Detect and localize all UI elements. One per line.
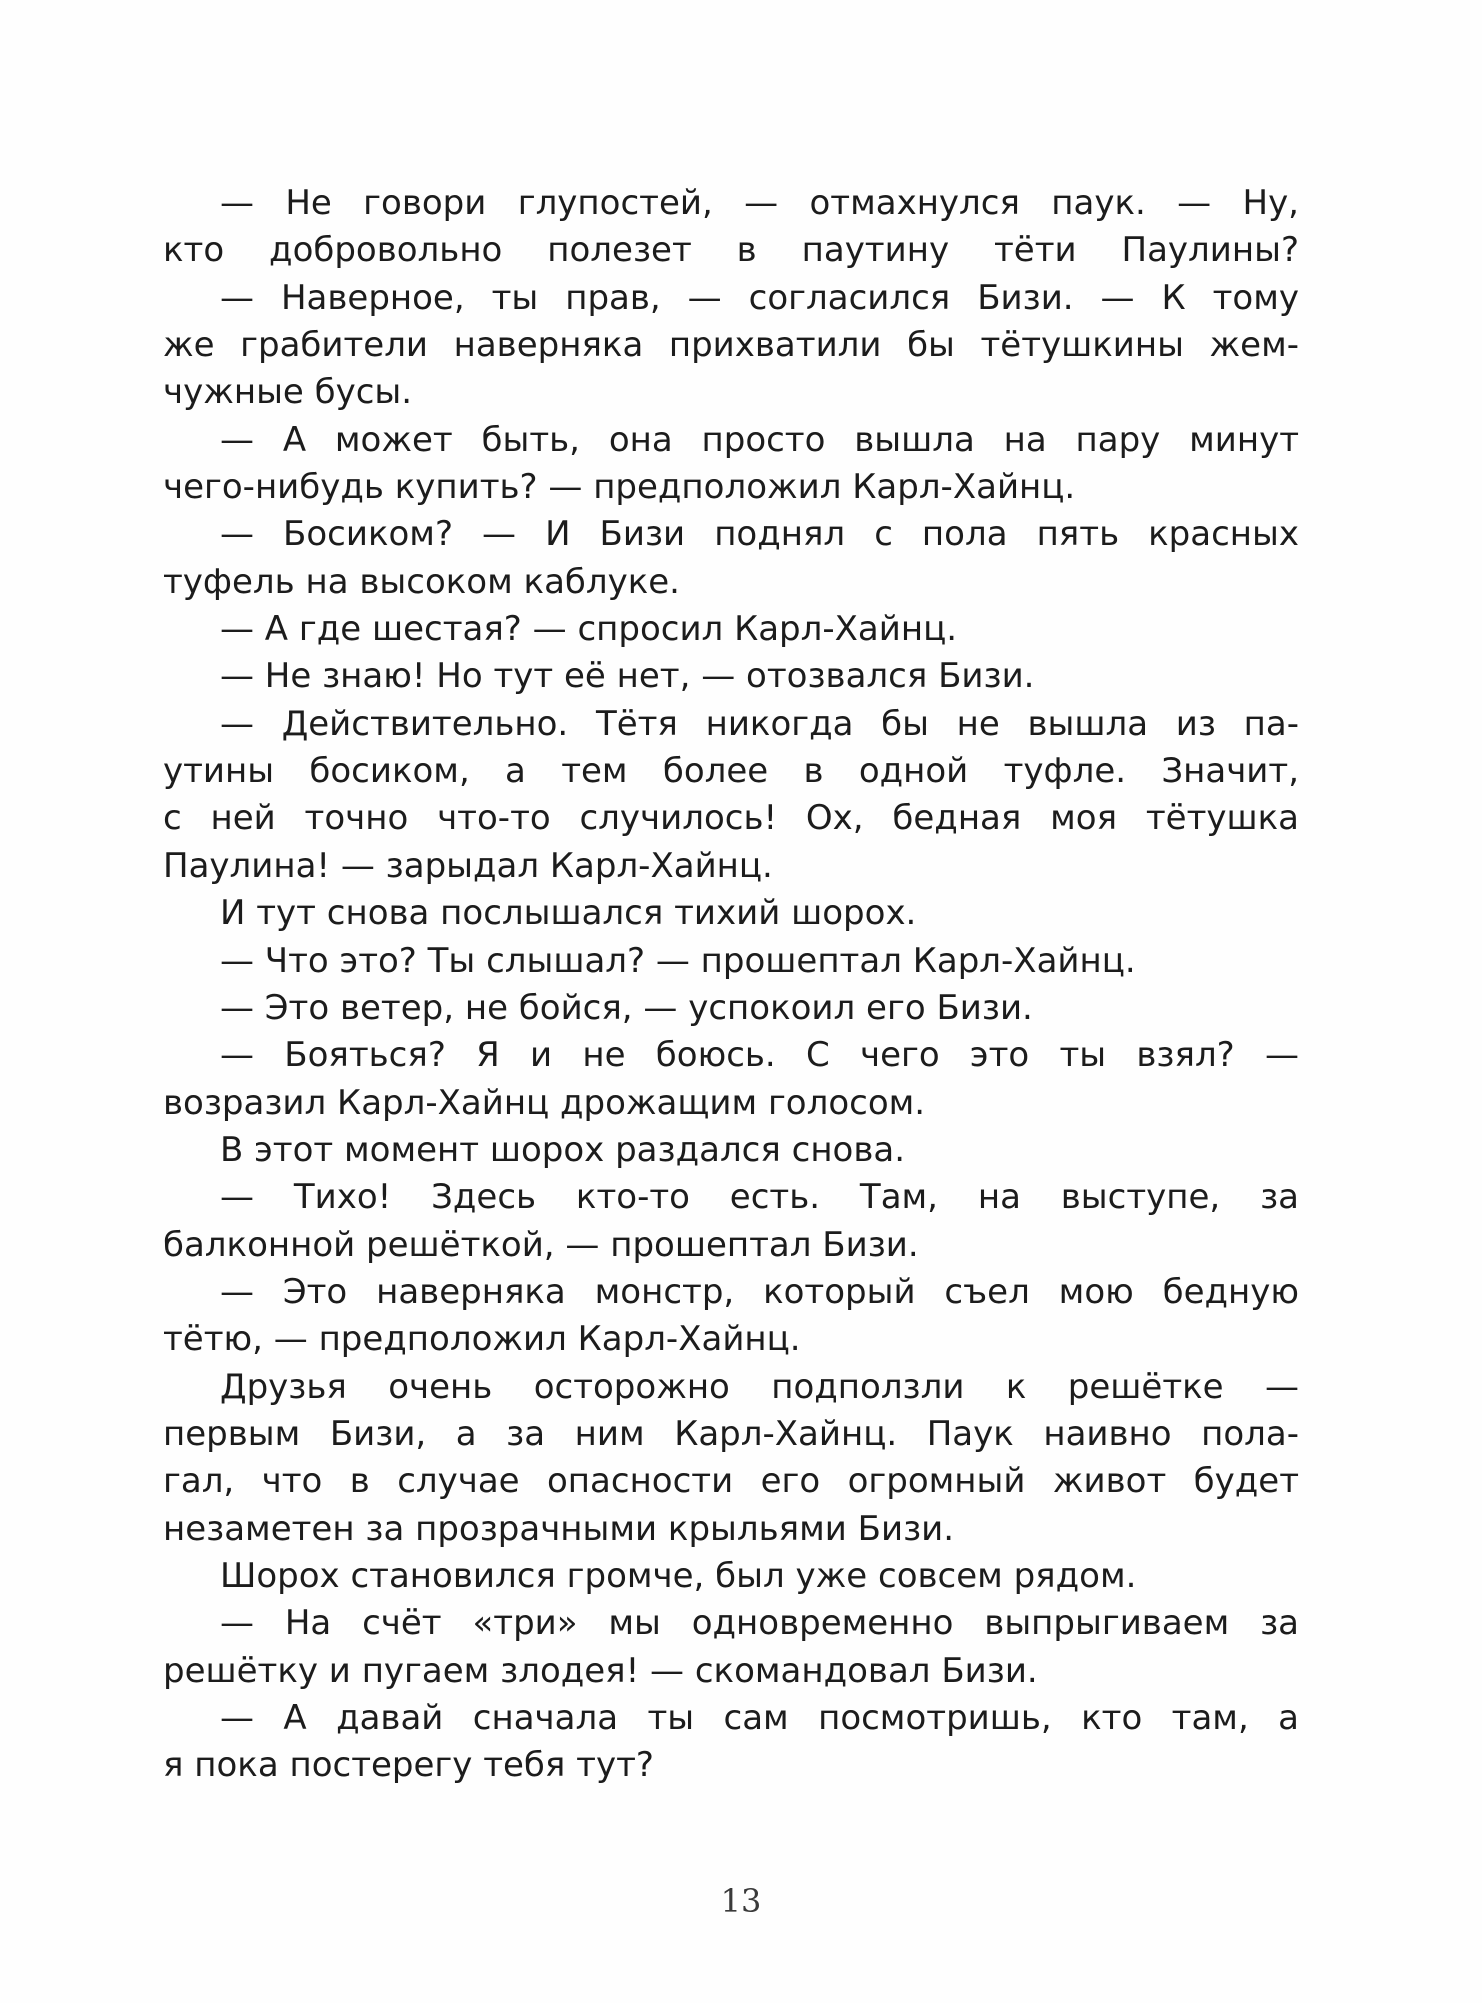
text-line: незаметен за прозрачными крыльями Бизи. xyxy=(163,1508,955,1549)
text-line: Друзья очень осторожно подползли к решётке — xyxy=(220,1366,1299,1407)
text-line: — Не знаю! Но тут её нет, — отозвался Бизи. xyxy=(220,656,1035,697)
text-line: В этот момент шорох раздался снова. xyxy=(220,1129,906,1170)
text-line: я пока постерегу тебя тут? xyxy=(163,1745,654,1786)
text-line: кто добровольно полезет в паутину тёти Паулины? xyxy=(163,230,1299,271)
text-line: балконной решёткой, — прошептал Бизи. xyxy=(163,1224,919,1265)
text-line: тётю, — предположил Карл-Хайнц. xyxy=(163,1319,801,1360)
text-line: гал, что в случае опасности его огромный живот будет xyxy=(163,1461,1299,1502)
text-line: — Наверное, ты прав, — согласился Бизи. — К тому xyxy=(220,277,1299,318)
text-line: чего-нибудь купить? — предположил Карл-Хайнц. xyxy=(163,467,1076,508)
text-line: — Действительно. Тётя никогда бы не вышла из па- xyxy=(220,703,1299,744)
text-line: возразил Карл-Хайнц дрожащим голосом. xyxy=(163,1082,926,1123)
text-line: туфель на высоком каблуке. xyxy=(163,561,680,602)
text-line: решётку и пугаем злодея! — скомандовал Бизи. xyxy=(163,1650,1038,1691)
text-line: — А может быть, она просто вышла на пару минут xyxy=(220,419,1299,460)
text-line: — А где шестая? — спросил Карл-Хайнц. xyxy=(220,609,958,650)
text-line: Паулина! — зарыдал Карл-Хайнц. xyxy=(163,845,773,886)
story-text xyxy=(163,180,1299,1790)
text-line: первым Бизи, а за ним Карл-Хайнц. Паук наивно пола- xyxy=(163,1413,1299,1454)
text-line: — Это наверняка монстр, который съел мою бедную xyxy=(220,1271,1299,1312)
text-line: — На счёт «три» мы одновременно выпрыгиваем за xyxy=(220,1603,1299,1644)
text-line: чужные бусы. xyxy=(163,372,413,413)
text-line: Шорох становился громче, был уже совсем рядом. xyxy=(220,1555,1137,1596)
text-line: — Бояться? Я и не боюсь. С чего это ты взял? — xyxy=(220,1035,1299,1076)
text-line: — Это ветер, не бойся, — успокоил его Бизи. xyxy=(220,987,1033,1028)
text-line: утины босиком, а тем более в одной туфле. Значит, xyxy=(163,751,1299,792)
text-line: — Не говори глупостей, — отмахнулся паук. — Ну, xyxy=(220,183,1299,223)
text-line: с ней точно что-то случилось! Ох, бедная моя тётушка xyxy=(163,798,1299,839)
text-line: — Тихо! Здесь кто-то есть. Там, на выступе, за xyxy=(220,1177,1299,1218)
page-number: 13 xyxy=(720,1882,762,1920)
text-line: же грабители наверняка прихватили бы тётушкины жем- xyxy=(163,325,1299,366)
text-line: И тут снова послышался тихий шорох. xyxy=(220,893,917,934)
text-line: — Что это? Ты слышал? — прошептал Карл-Хайнц. xyxy=(220,940,1136,981)
text-line: — А давай сначала ты сам посмотришь, кто там, а xyxy=(220,1698,1299,1738)
text-line: — Босиком? — И Бизи поднял с пола пять красных xyxy=(220,514,1299,555)
